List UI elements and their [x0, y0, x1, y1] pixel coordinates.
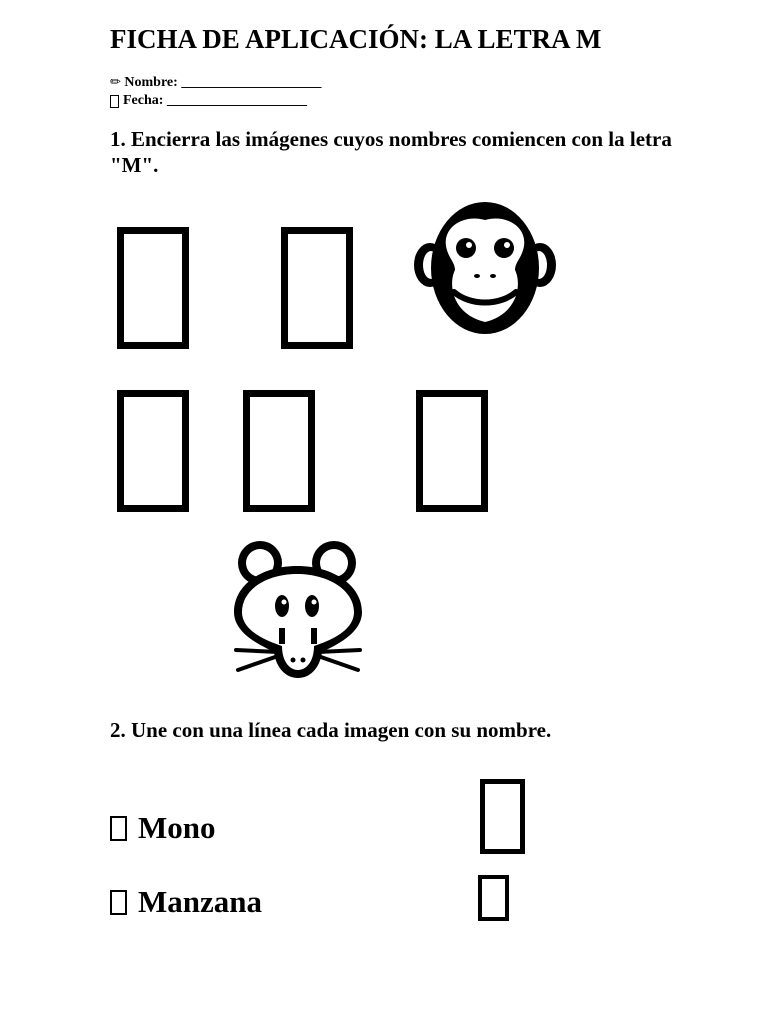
word-label: Mono — [138, 810, 216, 845]
word-manzana[interactable] — [110, 884, 262, 920]
missing-glyph-7[interactable] — [478, 875, 509, 921]
missing-glyph-5[interactable] — [416, 390, 488, 512]
pencil-icon: ✏ — [110, 75, 121, 90]
date-line[interactable]: ____________________ — [166, 93, 307, 108]
missing-glyph-2[interactable] — [281, 227, 353, 349]
name-field — [110, 75, 321, 91]
word-mono[interactable] — [110, 810, 216, 846]
name-label: Nombre: — [124, 75, 178, 90]
monkey-face-icon[interactable] — [410, 200, 560, 336]
missing-glyph-4[interactable] — [243, 390, 315, 512]
date-field — [110, 93, 307, 109]
question-2: 2. Une con una línea cada imagen con su nombre. — [110, 718, 552, 742]
missing-glyph-3[interactable] — [117, 390, 189, 512]
missing-glyph-6[interactable] — [480, 779, 525, 854]
missing-glyph — [110, 890, 127, 915]
missing-glyph-1[interactable] — [117, 227, 189, 349]
question-1: 1. Encierra las imágenes cuyos nombres comiencen con la letra "M". — [110, 127, 672, 177]
calendar-icon — [110, 95, 119, 108]
date-label: Fecha: — [123, 93, 164, 108]
mouse-face-icon[interactable] — [230, 538, 366, 680]
word-label: Manzana — [138, 884, 262, 919]
page-title: FICHA DE APLICACIÓN: LA LETRA M — [110, 24, 602, 54]
name-line[interactable]: ____________________ — [181, 75, 322, 90]
missing-glyph — [110, 816, 127, 841]
